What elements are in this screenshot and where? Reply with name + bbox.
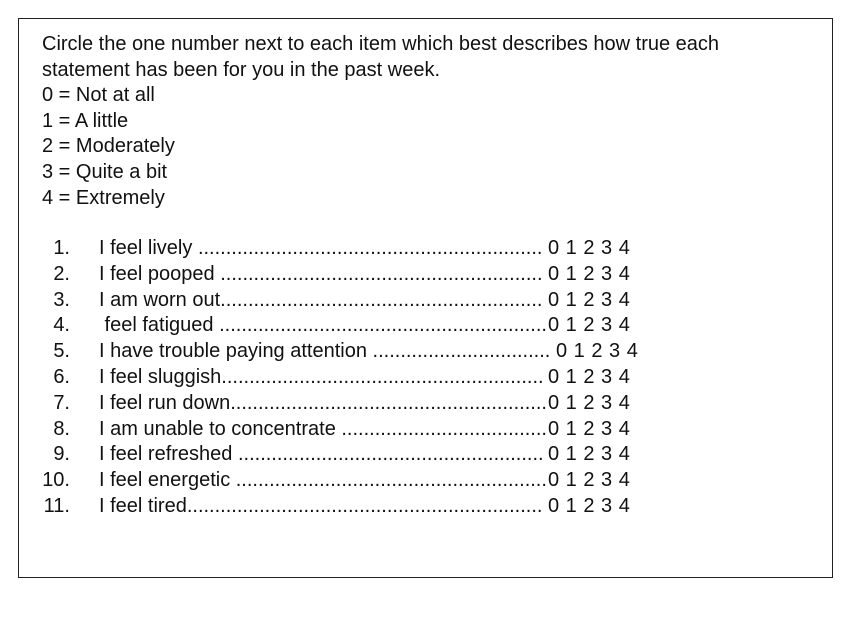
list-item	[38, 468, 658, 494]
item-number: 10.	[42, 469, 70, 492]
item-text: I feel run down.........................................................	[99, 391, 547, 414]
item-text: I am worn out..........................................................	[99, 288, 543, 311]
list-item	[38, 339, 658, 365]
leader-dots: .....................................	[341, 417, 547, 440]
list-item	[38, 494, 658, 520]
rating-scale[interactable]: 0 1 2 3 4	[548, 469, 631, 492]
list-item	[38, 236, 658, 262]
leader-dots: ..........................................................	[220, 262, 543, 285]
item-number: 8.	[53, 417, 70, 440]
item-number: 3.	[53, 288, 70, 311]
item-number: 5.	[53, 340, 70, 363]
leader-dots: ................................................................	[186, 494, 543, 517]
rating-scale[interactable]: 0 1 2 3 4	[556, 340, 639, 363]
leader-dots: .........................................................	[230, 391, 547, 414]
scale-legend-2: 2 = Moderately	[42, 135, 175, 158]
rating-scale[interactable]: 0 1 2 3 4	[548, 314, 631, 337]
item-text: I feel sluggish..........................................................	[99, 365, 544, 388]
item-text: I feel refreshed .......................................................	[99, 443, 544, 466]
leader-dots: ................................	[372, 340, 551, 363]
rating-scale[interactable]: 0 1 2 3 4	[548, 365, 631, 388]
item-number: 4.	[53, 314, 70, 337]
list-item	[38, 262, 658, 288]
instructions-line-2: statement has been for you in the past week.	[42, 58, 441, 81]
item-number: 2.	[53, 262, 70, 285]
item-number: 6.	[53, 365, 70, 388]
list-item	[38, 391, 658, 417]
list-item	[38, 442, 658, 468]
rating-scale[interactable]: 0 1 2 3 4	[548, 443, 631, 466]
rating-scale[interactable]: 0 1 2 3 4	[548, 417, 631, 440]
scale-legend-0: 0 = Not at all	[42, 84, 155, 107]
item-text: I am unable to concentrate .....................................	[99, 417, 547, 440]
item-list	[38, 236, 658, 520]
list-item	[38, 365, 658, 391]
item-text: I feel tired................................................................	[99, 494, 543, 517]
rating-scale[interactable]: 0 1 2 3 4	[548, 494, 631, 517]
rating-scale[interactable]: 0 1 2 3 4	[548, 391, 631, 414]
rating-scale[interactable]: 0 1 2 3 4	[548, 262, 631, 285]
leader-dots: ..............................................................	[197, 237, 543, 259]
item-text: I feel pooped ..........................................................	[99, 262, 543, 285]
instructions-block	[42, 32, 812, 211]
instructions-line-1: Circle the one number next to each item which best describes how true each	[42, 33, 720, 55]
leader-dots: ...........................................................	[219, 314, 547, 337]
item-number: 7.	[53, 391, 70, 414]
leader-dots: ..........................................................	[221, 365, 544, 388]
leader-dots: ........................................................	[235, 469, 547, 492]
scale-legend-3: 3 = Quite a bit	[42, 160, 168, 183]
scale-legend-1: 1 = A little	[42, 109, 129, 132]
list-item	[38, 417, 658, 443]
item-number: 11.	[43, 494, 70, 517]
rating-scale[interactable]: 0 1 2 3 4	[548, 237, 631, 259]
list-item	[38, 288, 658, 314]
scale-legend-4: 4 = Extremely	[42, 186, 165, 209]
item-text: I feel lively ..............................................................	[99, 237, 543, 259]
item-text: I have trouble paying attention ................................	[99, 340, 551, 363]
item-text: feel fatigued ...........................................................	[99, 314, 547, 337]
leader-dots: .......................................................	[237, 443, 544, 466]
item-number: 1.	[53, 237, 70, 259]
item-number: 9.	[53, 443, 70, 466]
item-text: I feel energetic ........................................................	[99, 469, 547, 492]
rating-scale[interactable]: 0 1 2 3 4	[548, 288, 631, 311]
leader-dots: ..........................................................	[220, 288, 543, 311]
list-item	[38, 313, 658, 339]
